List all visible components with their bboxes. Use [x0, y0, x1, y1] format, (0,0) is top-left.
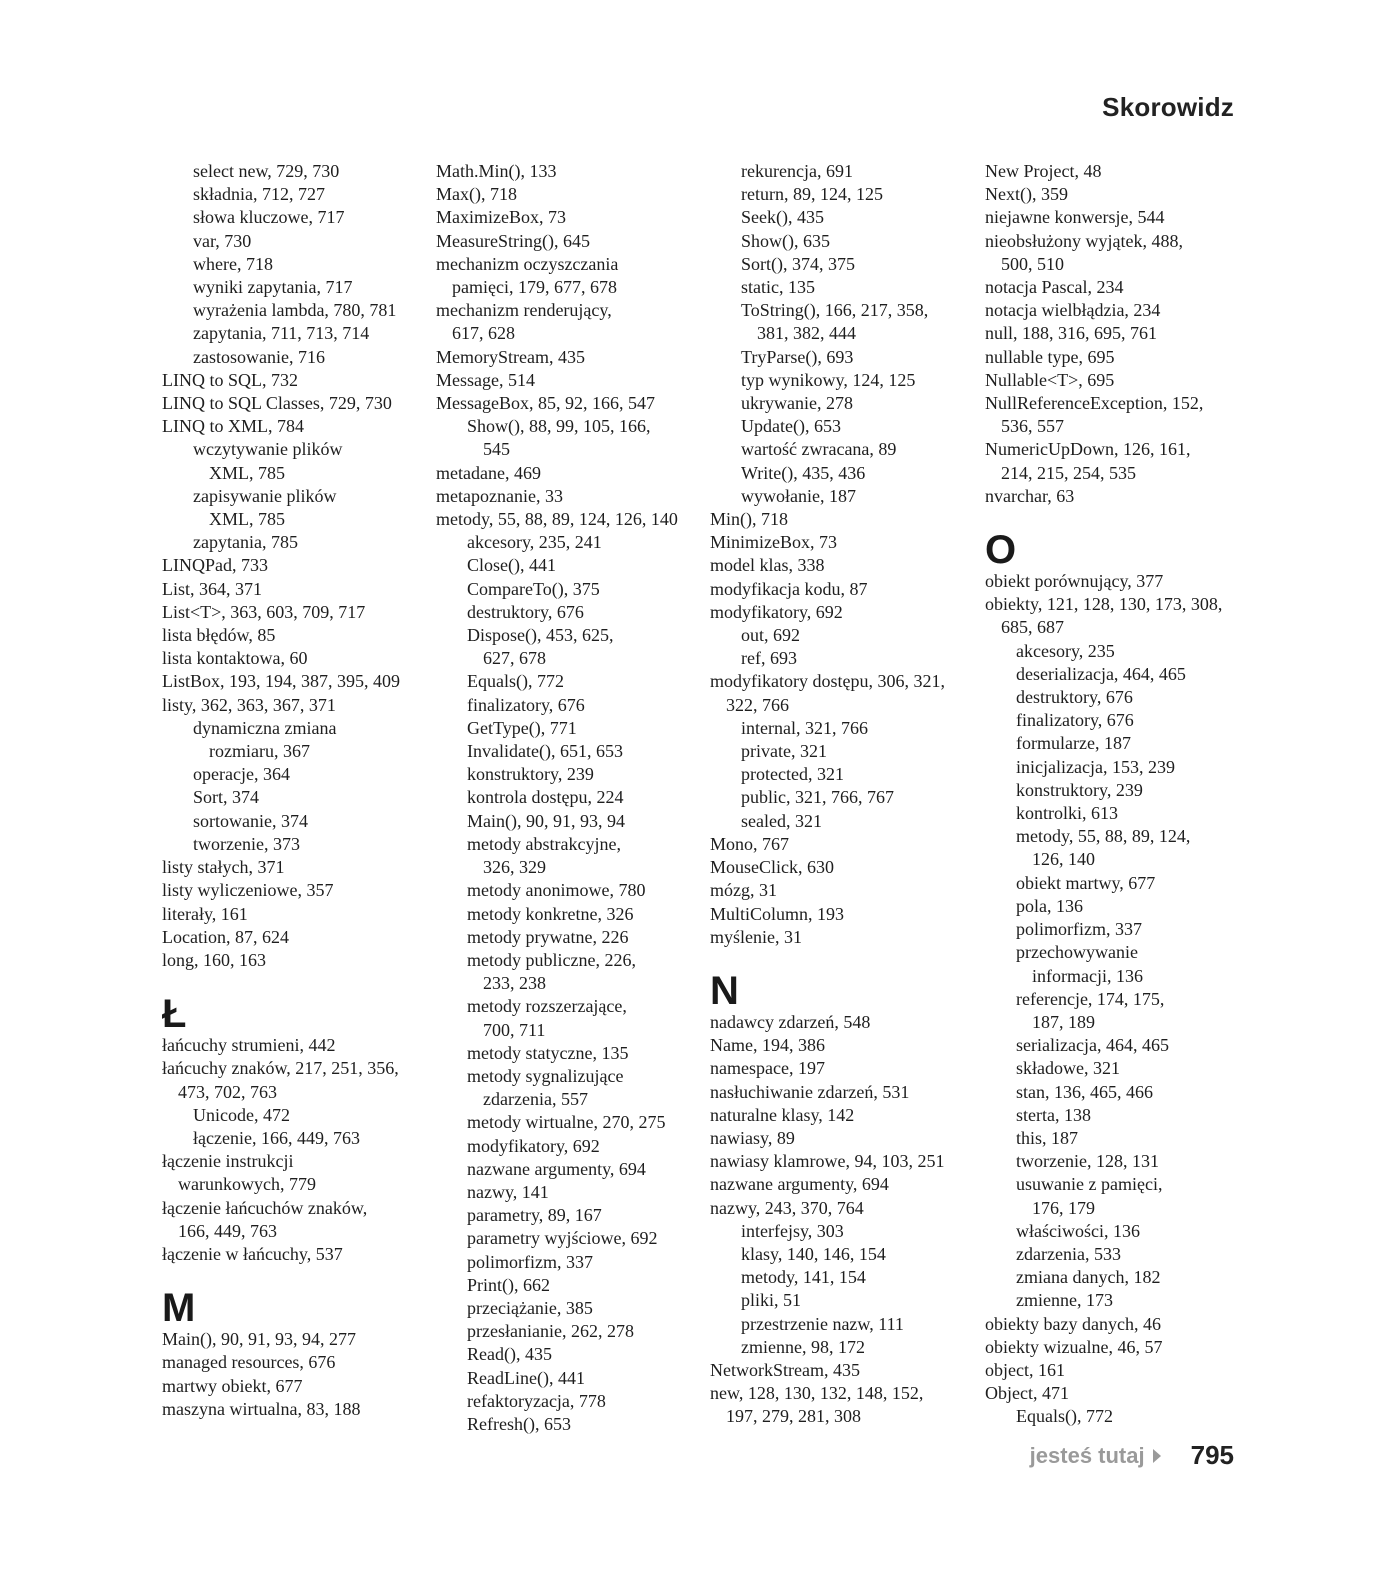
index-entry: listy, 362, 363, 367, 371 [162, 694, 336, 715]
index-subentry: kontrola dostępu, 224 [467, 787, 624, 808]
index-entry: modyfikacja kodu, 87 [710, 578, 868, 599]
index-subentry: inicjalizacja, 153, 239 [1016, 756, 1175, 777]
index-subentry: 545 [483, 439, 510, 460]
index-subentry: wyrażenia lambda, 780, 781 [193, 300, 397, 321]
index-subentry: deserializacja, 464, 465 [1016, 663, 1186, 684]
index-entry: łańcuchy znaków, 217, 251, 356, [162, 1058, 399, 1079]
index-entry: LINQ to SQL, 732 [162, 369, 298, 390]
index-entry: 617, 628 [452, 323, 515, 344]
index-subentry: zapisywanie plików [193, 485, 337, 506]
index-subentry: Sort, 374 [193, 787, 260, 808]
index-subentry: tworzenie, 373 [193, 833, 300, 854]
index-entry: naturalne klasy, 142 [710, 1104, 855, 1125]
index-entry: NumericUpDown, 126, 161, [985, 439, 1191, 460]
index-entry: List, 364, 371 [162, 578, 263, 599]
index-subentry: zmienne, 98, 172 [741, 1336, 865, 1357]
index-entry: Main(), 90, 91, 93, 94, 277 [162, 1329, 356, 1350]
index-subentry: Equals(), 772 [467, 671, 564, 692]
index-entry: nawiasy, 89 [710, 1127, 795, 1148]
index-subentry: zastosowanie, 716 [193, 346, 325, 367]
index-entry: LINQ to XML, 784 [162, 416, 304, 437]
index-entry: managed resources, 676 [162, 1352, 336, 1373]
index-entry: namespace, 197 [710, 1058, 825, 1079]
index-subentry: parametry wyjściowe, 692 [467, 1228, 658, 1249]
index-subentry: metody, 55, 88, 89, 124, [1016, 826, 1191, 847]
index-entry: warunkowych, 779 [178, 1174, 316, 1195]
running-head-title: Skorowidz [1102, 92, 1234, 122]
index-entry: MinimizeBox, 73 [710, 532, 837, 553]
index-entry: nvarchar, 63 [985, 485, 1075, 506]
index-entry: nazwy, 243, 370, 764 [710, 1197, 864, 1218]
index-column-1 [162, 160, 432, 1421]
index-entry: MaximizeBox, 73 [436, 207, 566, 228]
index-subentry: Refresh(), 653 [467, 1413, 571, 1434]
index-entry: mózg, 31 [710, 880, 777, 901]
index-entry: nazwane argumenty, 694 [710, 1174, 889, 1195]
index-entry: obiekty bazy danych, 46 [985, 1313, 1161, 1334]
index-column-3 [710, 160, 980, 1429]
index-subentry: konstruktory, 239 [1016, 779, 1143, 800]
index-subentry: Dispose(), 453, 625, [467, 625, 614, 646]
index-subentry: finalizatory, 676 [467, 694, 585, 715]
index-entry: Next(), 359 [985, 184, 1068, 205]
index-subentry: zmiana danych, 182 [1016, 1267, 1161, 1288]
index-subentry: metody sygnalizujące [467, 1065, 624, 1086]
index-entry: martwy obiekt, 677 [162, 1375, 303, 1396]
section-letter: O [985, 528, 1017, 573]
index-entry: metody, 55, 88, 89, 124, 126, 140 [436, 509, 678, 530]
index-subentry: łączenie, 166, 449, 763 [193, 1127, 360, 1148]
index-subentry: dynamiczna zmiana [193, 717, 337, 738]
index-entry: Max(), 718 [436, 184, 517, 205]
index-subentry: formularze, 187 [1016, 733, 1131, 754]
index-subentry: metody prywatne, 226 [467, 926, 629, 947]
index-entry: lista błędów, 85 [162, 625, 276, 646]
index-subentry: obiekt martwy, 677 [1016, 872, 1156, 893]
index-entry: łączenie łańcuchów znaków, [162, 1197, 368, 1218]
index-subentry: metody konkretne, 326 [467, 903, 634, 924]
index-entry: Message, 514 [436, 369, 535, 390]
index-subentry: wczytywanie plików [193, 439, 343, 460]
section-letter: Ł [162, 992, 187, 1037]
index-entry: nullable type, 695 [985, 346, 1115, 367]
index-subentry: 700, 711 [483, 1019, 546, 1040]
index-entry: long, 160, 163 [162, 949, 267, 970]
index-subentry: polimorfizm, 337 [1016, 919, 1142, 940]
index-subentry: kontrolki, 613 [1016, 803, 1118, 824]
index-entry: object, 161 [985, 1359, 1065, 1380]
section-letter: N [710, 968, 739, 1013]
index-entry: 685, 687 [1001, 617, 1064, 638]
index-subentry: 381, 382, 444 [757, 323, 856, 344]
index-subentry: wyniki zapytania, 717 [193, 277, 353, 298]
index-entry: NetworkStream, 435 [710, 1359, 860, 1380]
index-subentry: 627, 678 [483, 648, 546, 669]
index-subentry: 126, 140 [1032, 849, 1095, 870]
index-subentry: polimorfizm, 337 [467, 1251, 593, 1272]
index-entry: MouseClick, 630 [710, 857, 834, 878]
index-subentry: XML, 785 [209, 462, 285, 483]
index-entry: NullReferenceException, 152, [985, 393, 1204, 414]
index-entry: łańcuchy strumieni, 442 [162, 1035, 336, 1056]
index-entry: mechanizm oczyszczania [436, 253, 619, 274]
index-entry: LINQ to SQL Classes, 729, 730 [162, 393, 392, 414]
index-entry: obiekty, 121, 128, 130, 173, 308, [985, 594, 1223, 615]
index-entry: Min(), 718 [710, 509, 788, 530]
index-subentry: modyfikatory, 692 [467, 1135, 600, 1156]
index-subentry: Equals(), 772 [1016, 1406, 1113, 1427]
index-entry: modyfikatory, 692 [710, 601, 843, 622]
index-subentry: sealed, 321 [741, 810, 822, 831]
index-subentry: akcesory, 235 [1016, 640, 1115, 661]
index-subentry: Unicode, 472 [193, 1104, 290, 1125]
index-subentry: zmienne, 173 [1016, 1290, 1113, 1311]
index-subentry: rozmiaru, 367 [209, 741, 310, 762]
index-subentry: informacji, 136 [1032, 965, 1143, 986]
index-subentry: static, 135 [741, 277, 815, 298]
index-column-4 [985, 160, 1255, 1429]
index-subentry: 176, 179 [1032, 1197, 1095, 1218]
index-entry: nawiasy klamrowe, 94, 103, 251 [710, 1151, 945, 1172]
triangle-right-icon [1153, 1449, 1161, 1463]
index-subentry: Seek(), 435 [741, 207, 824, 228]
index-subentry: konstruktory, 239 [467, 764, 594, 785]
index-entry: listy wyliczeniowe, 357 [162, 880, 334, 901]
index-entry: Mono, 767 [710, 833, 790, 854]
index-entry: null, 188, 316, 695, 761 [985, 323, 1158, 344]
index-entry: notacja Pascal, 234 [985, 277, 1124, 298]
index-subentry: interfejsy, 303 [741, 1220, 844, 1241]
index-subentry: Write(), 435, 436 [741, 462, 866, 483]
index-entry: 473, 702, 763 [178, 1081, 277, 1102]
index-entry: maszyna wirtualna, 83, 188 [162, 1398, 361, 1419]
index-entry: obiekty wizualne, 46, 57 [985, 1336, 1163, 1357]
index-subentry: var, 730 [193, 230, 252, 251]
index-entry: 166, 449, 763 [178, 1220, 277, 1241]
index-subentry: 326, 329 [483, 857, 546, 878]
index-subentry: internal, 321, 766 [741, 717, 868, 738]
section-letter: M [162, 1286, 196, 1331]
index-subentry: przestrzenie nazw, 111 [741, 1313, 904, 1334]
index-entry: mechanizm renderujący, [436, 300, 612, 321]
index-subentry: wartość zwracana, 89 [741, 439, 897, 460]
index-subentry: zapytania, 785 [193, 532, 298, 553]
index-subentry: this, 187 [1016, 1127, 1079, 1148]
index-entry: 536, 557 [1001, 416, 1064, 437]
index-subentry: metody anonimowe, 780 [467, 880, 646, 901]
index-subentry: metody abstrakcyjne, [467, 833, 621, 854]
index-subentry: refaktoryzacja, 778 [467, 1390, 606, 1411]
index-subentry: serializacja, 464, 465 [1016, 1035, 1169, 1056]
index-subentry: metody, 141, 154 [741, 1267, 866, 1288]
index-entry: LINQPad, 733 [162, 555, 268, 576]
index-subentry: akcesory, 235, 241 [467, 532, 602, 553]
index-entry: ListBox, 193, 194, 387, 395, 409 [162, 671, 401, 692]
index-subentry: GetType(), 771 [467, 717, 577, 738]
index-entry: new, 128, 130, 132, 148, 152, [710, 1383, 924, 1404]
index-subentry: przesłanianie, 262, 278 [467, 1321, 634, 1342]
index-subentry: pliki, 51 [741, 1290, 802, 1311]
index-entry: literały, 161 [162, 903, 248, 924]
index-subentry: zdarzenia, 533 [1016, 1243, 1121, 1264]
index-subentry: pola, 136 [1016, 895, 1083, 916]
index-entry: obiekt porównujący, 377 [985, 571, 1164, 592]
index-subentry: protected, 321 [741, 764, 844, 785]
index-subentry: TryParse(), 693 [741, 346, 854, 367]
index-subentry: 187, 189 [1032, 1011, 1095, 1032]
index-subentry: XML, 785 [209, 509, 285, 530]
index-subentry: Update(), 653 [741, 416, 841, 437]
index-subentry: out, 692 [741, 625, 801, 646]
index-entry: MessageBox, 85, 92, 166, 547 [436, 393, 655, 414]
index-entry: niejawne konwersje, 544 [985, 207, 1165, 228]
index-subentry: metody publiczne, 226, [467, 949, 636, 970]
index-entry: metadane, 469 [436, 462, 541, 483]
index-subentry: nazwy, 141 [467, 1181, 549, 1202]
index-subentry: referencje, 174, 175, [1016, 988, 1165, 1009]
index-subentry: public, 321, 766, 767 [741, 787, 894, 808]
index-subentry: Main(), 90, 91, 93, 94 [467, 810, 625, 831]
index-subentry: metody wirtualne, 270, 275 [467, 1112, 666, 1133]
index-entry: lista kontaktowa, 60 [162, 648, 308, 669]
index-subentry: nazwane argumenty, 694 [467, 1158, 646, 1179]
index-entry: 322, 766 [726, 694, 789, 715]
index-entry: łączenie w łańcuchy, 537 [162, 1243, 343, 1264]
page-number: 795 [1190, 1440, 1234, 1470]
index-entry: Math.Min(), 133 [436, 161, 557, 181]
index-subentry: sortowanie, 374 [193, 810, 308, 831]
index-entry: List<T>, 363, 603, 709, 717 [162, 601, 366, 622]
index-column-2 [436, 160, 706, 1436]
index-entry: Name, 194, 386 [710, 1035, 825, 1056]
index-entry: metapoznanie, 33 [436, 485, 563, 506]
index-entry: model klas, 338 [710, 555, 825, 576]
index-subentry: destruktory, 676 [1016, 687, 1133, 708]
page-footer [1030, 1440, 1234, 1471]
index-subentry: zdarzenia, 557 [483, 1089, 588, 1110]
index-subentry: typ wynikowy, 124, 125 [741, 369, 916, 390]
index-subentry: destruktory, 676 [467, 601, 584, 622]
index-subentry: metody statyczne, 135 [467, 1042, 629, 1063]
index-entry: nasłuchiwanie zdarzeń, 531 [710, 1081, 910, 1102]
index-subentry: wywołanie, 187 [741, 485, 856, 506]
index-entry: pamięci, 179, 677, 678 [452, 277, 617, 298]
index-subentry: ref, 693 [741, 648, 797, 669]
index-subentry: składowe, 321 [1016, 1058, 1120, 1079]
index-subentry: where, 718 [193, 253, 273, 274]
index-subentry: CompareTo(), 375 [467, 578, 600, 599]
index-subentry: Invalidate(), 651, 653 [467, 741, 623, 762]
index-subentry: tworzenie, 128, 131 [1016, 1151, 1159, 1172]
index-subentry: Print(), 662 [467, 1274, 550, 1295]
index-subentry: ReadLine(), 441 [467, 1367, 585, 1388]
index-subentry: klasy, 140, 146, 154 [741, 1243, 886, 1264]
index-subentry: Close(), 441 [467, 555, 556, 576]
index-entry: listy stałych, 371 [162, 857, 285, 878]
index-subentry: operacje, 364 [193, 764, 290, 785]
index-subentry: private, 321 [741, 741, 827, 762]
index-entry: New Project, 48 [985, 161, 1102, 181]
index-entry: 197, 279, 281, 308 [726, 1406, 861, 1427]
index-subentry: usuwanie z pamięci, [1016, 1174, 1163, 1195]
index-entry: Location, 87, 624 [162, 926, 289, 947]
index-entry: modyfikatory dostępu, 306, 321, [710, 671, 945, 692]
index-entry: 500, 510 [1001, 253, 1064, 274]
index-subentry: Show(), 88, 99, 105, 166, [467, 416, 651, 437]
index-subentry: rekurencja, 691 [741, 161, 853, 181]
index-entry: Nullable<T>, 695 [985, 369, 1115, 390]
index-subentry: zapytania, 711, 713, 714 [193, 323, 370, 344]
index-subentry: 233, 238 [483, 973, 546, 994]
index-subentry: Sort(), 374, 375 [741, 253, 855, 274]
index-subentry: ukrywanie, 278 [741, 393, 853, 414]
index-entry: notacja wielbłądzia, 234 [985, 300, 1161, 321]
index-subentry: przeciążanie, 385 [467, 1297, 593, 1318]
index-subentry: stan, 136, 465, 466 [1016, 1081, 1153, 1102]
index-entry: łączenie instrukcji [162, 1151, 294, 1172]
index-entry: nieobsłużony wyjątek, 488, [985, 230, 1183, 251]
index-subentry: select new, 729, 730 [193, 161, 340, 181]
index-subentry: ToString(), 166, 217, 358, [741, 300, 929, 321]
index-subentry: sterta, 138 [1016, 1104, 1091, 1125]
index-subentry: właściwości, 136 [1016, 1220, 1140, 1241]
index-subentry: Show(), 635 [741, 230, 830, 251]
index-subentry: słowa kluczowe, 717 [193, 207, 345, 228]
index-entry: Object, 471 [985, 1383, 1069, 1404]
index-subentry: parametry, 89, 167 [467, 1205, 602, 1226]
index-subentry: return, 89, 124, 125 [741, 184, 883, 205]
index-entry: 214, 215, 254, 535 [1001, 462, 1136, 483]
index-subentry: metody rozszerzające, [467, 996, 627, 1017]
index-entry: MemoryStream, 435 [436, 346, 585, 367]
index-subentry: przechowywanie [1016, 942, 1138, 963]
index-subentry: składnia, 712, 727 [193, 184, 325, 205]
index-entry: nadawcy zdarzeń, 548 [710, 1011, 871, 1032]
index-entry: MeasureString(), 645 [436, 230, 590, 251]
index-subentry: Read(), 435 [467, 1344, 552, 1365]
index-entry: MultiColumn, 193 [710, 903, 845, 924]
index-entry: myślenie, 31 [710, 926, 802, 947]
footer-label: jesteś tutaj [1029, 1442, 1145, 1468]
index-subentry: finalizatory, 676 [1016, 710, 1134, 731]
